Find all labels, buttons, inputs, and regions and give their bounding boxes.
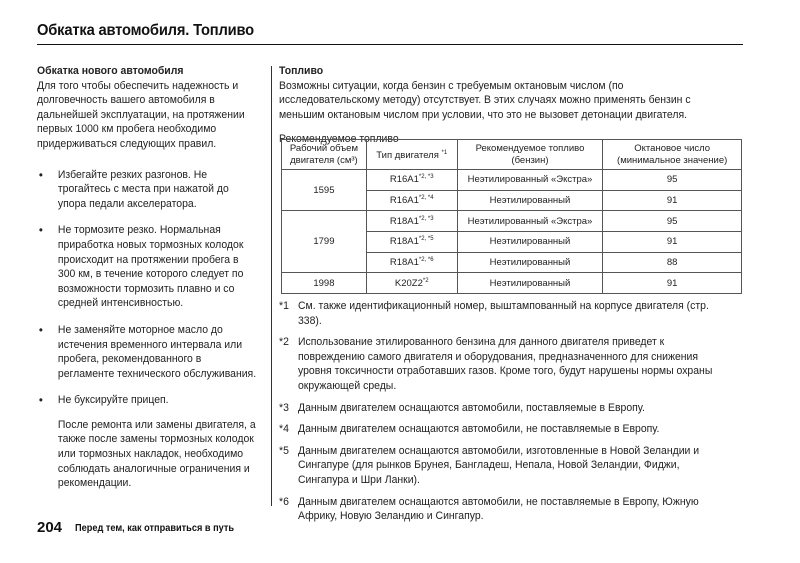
footnotes xyxy=(279,299,726,531)
table-row xyxy=(282,273,742,294)
octane-cell: 88 xyxy=(603,252,742,273)
octane-cell: 95 xyxy=(603,170,742,191)
header-divider xyxy=(37,44,743,45)
engine-cell: $R16A1^{*2, *4}$ xyxy=(366,190,457,211)
fuel-cell: Неэтилированный xyxy=(457,273,603,294)
section-name: Перед тем, как отправиться в путь xyxy=(75,523,235,534)
fuel-section xyxy=(279,64,726,147)
octane-cell: 91 xyxy=(603,232,742,253)
page-title: Обкатка автомобиля. Топливо xyxy=(37,22,254,39)
fuel-cell: Неэтилированный xyxy=(457,190,603,211)
footnote: *6 Данным двигателем оснащаются автомобили, не поставляемые в Европу, Южную Африку, Новую Зеландию и Сингапур. xyxy=(279,495,699,523)
volume-cell: 1799 xyxy=(282,211,367,273)
fuel-heading: Топливо xyxy=(279,65,324,77)
header-octane: Октановое число (минимальное значение) xyxy=(603,140,742,170)
list-item: • Избегайте резких разгонов. Не трогайтесь с места при нажатой до упора педали акселератора. xyxy=(37,168,257,212)
volume-cell: 1998 xyxy=(282,273,367,294)
break-in-after-repair: После ремонта или замены двигателя, а также после замены тормозных колодок или тормозных накладок, необходимо соблюдать аналогичные ограничения и рекомендации. xyxy=(57,418,256,490)
table-row xyxy=(282,211,742,232)
fuel-cell: Неэтилированный «Экстра» xyxy=(457,211,603,232)
page-number: 204 xyxy=(37,519,63,536)
table-row xyxy=(282,170,742,191)
break-in-intro: Для того чтобы обеспечить надежность и долговечность вашего автомобиля в дальнейшей эксплуатации, на протяжении первых 1000 км пробега необходимо придерживаться следующих правил. xyxy=(37,79,245,150)
list-item: • Не заменяйте моторное масло до истечения временного интервала или пробега, рекомендованного в регламенте технического обслуживания. xyxy=(37,323,257,381)
column-divider xyxy=(271,66,272,506)
volume-cell: 1595 xyxy=(282,170,367,211)
fuel-table xyxy=(281,139,742,294)
header-volume: Рабочий объем двигателя (см³) xyxy=(282,140,367,170)
fuel-cell: Неэтилированный xyxy=(457,252,603,273)
footnote: *5 Данным двигателем оснащаются автомобили, изготовленные в Новой Зеландии и Сингапуре (для рынков Брунея, Бангладеш, Непала, Новой Зеландии, Фиджи, Сингапура и Шри Ланки). xyxy=(279,444,700,486)
engine-cell: $R16A1^{*2, *3}$ xyxy=(366,170,457,191)
fuel-cell: Неэтилированный xyxy=(457,232,603,253)
footnote: *2 Использование этилированного бензина для данного двигателя приведет к повреждению самого двигателя и оборудования, предназначенного для снижения уровня токсичности отработавших газов. Кроме того, будут нарушены нормы охраны окружающей среды. xyxy=(279,336,713,392)
engine-cell: $R18A1^{*2, *5}$ xyxy=(366,232,457,253)
engine-cell: $R18A1^{*2, *3}$ xyxy=(366,211,457,232)
break-in-heading: Обкатка нового автомобиля xyxy=(37,65,184,77)
octane-cell: 91 xyxy=(603,273,742,294)
octane-cell: 95 xyxy=(603,211,742,232)
footnote: *1 См. также идентификационный номер, выштампованный на корпусе двигателя (стр. 338). xyxy=(279,300,709,327)
table-caption: Рекомендуемое топливо xyxy=(279,133,399,146)
header-engine: Тип двигателя $^{*1}$ xyxy=(366,140,457,170)
break-in-list xyxy=(37,168,257,408)
engine-cell: $R18A1^{*2, *6}$ xyxy=(366,252,457,273)
octane-cell: 91 xyxy=(603,190,742,211)
header-fuel: Рекомендуемое топливо (бензин) xyxy=(457,140,603,170)
table-header-row xyxy=(282,140,742,170)
fuel-intro: Возможны ситуации, когда бензин с требуемым октановым числом (по исследовательскому методу) отсутствует. В этих случаях можно применять бензин с меньшим октановым числом при условии, что это не вызовет детонации двигателя. xyxy=(279,79,691,121)
list-item: • Не тормозите резко. Нормальная приработка новых тормозных колодок происходит на протяжении пробега в 300 км, в течение которого следует по возможности тормозить плавно и со средней интенсивностью. xyxy=(37,223,257,311)
footnote: *3 Данным двигателем оснащаются автомобили, поставляемые в Европу. xyxy=(279,401,645,414)
break-in-section xyxy=(37,64,257,491)
engine-cell: K20Z2$^{*2}$ xyxy=(366,273,457,294)
list-item: • Не буксируйте прицеп. xyxy=(37,393,257,408)
fuel-cell: Неэтилированный «Экстра» xyxy=(457,170,603,191)
footnote: *4 Данным двигателем оснащаются автомобили, не поставляемые в Европу. xyxy=(279,423,660,436)
